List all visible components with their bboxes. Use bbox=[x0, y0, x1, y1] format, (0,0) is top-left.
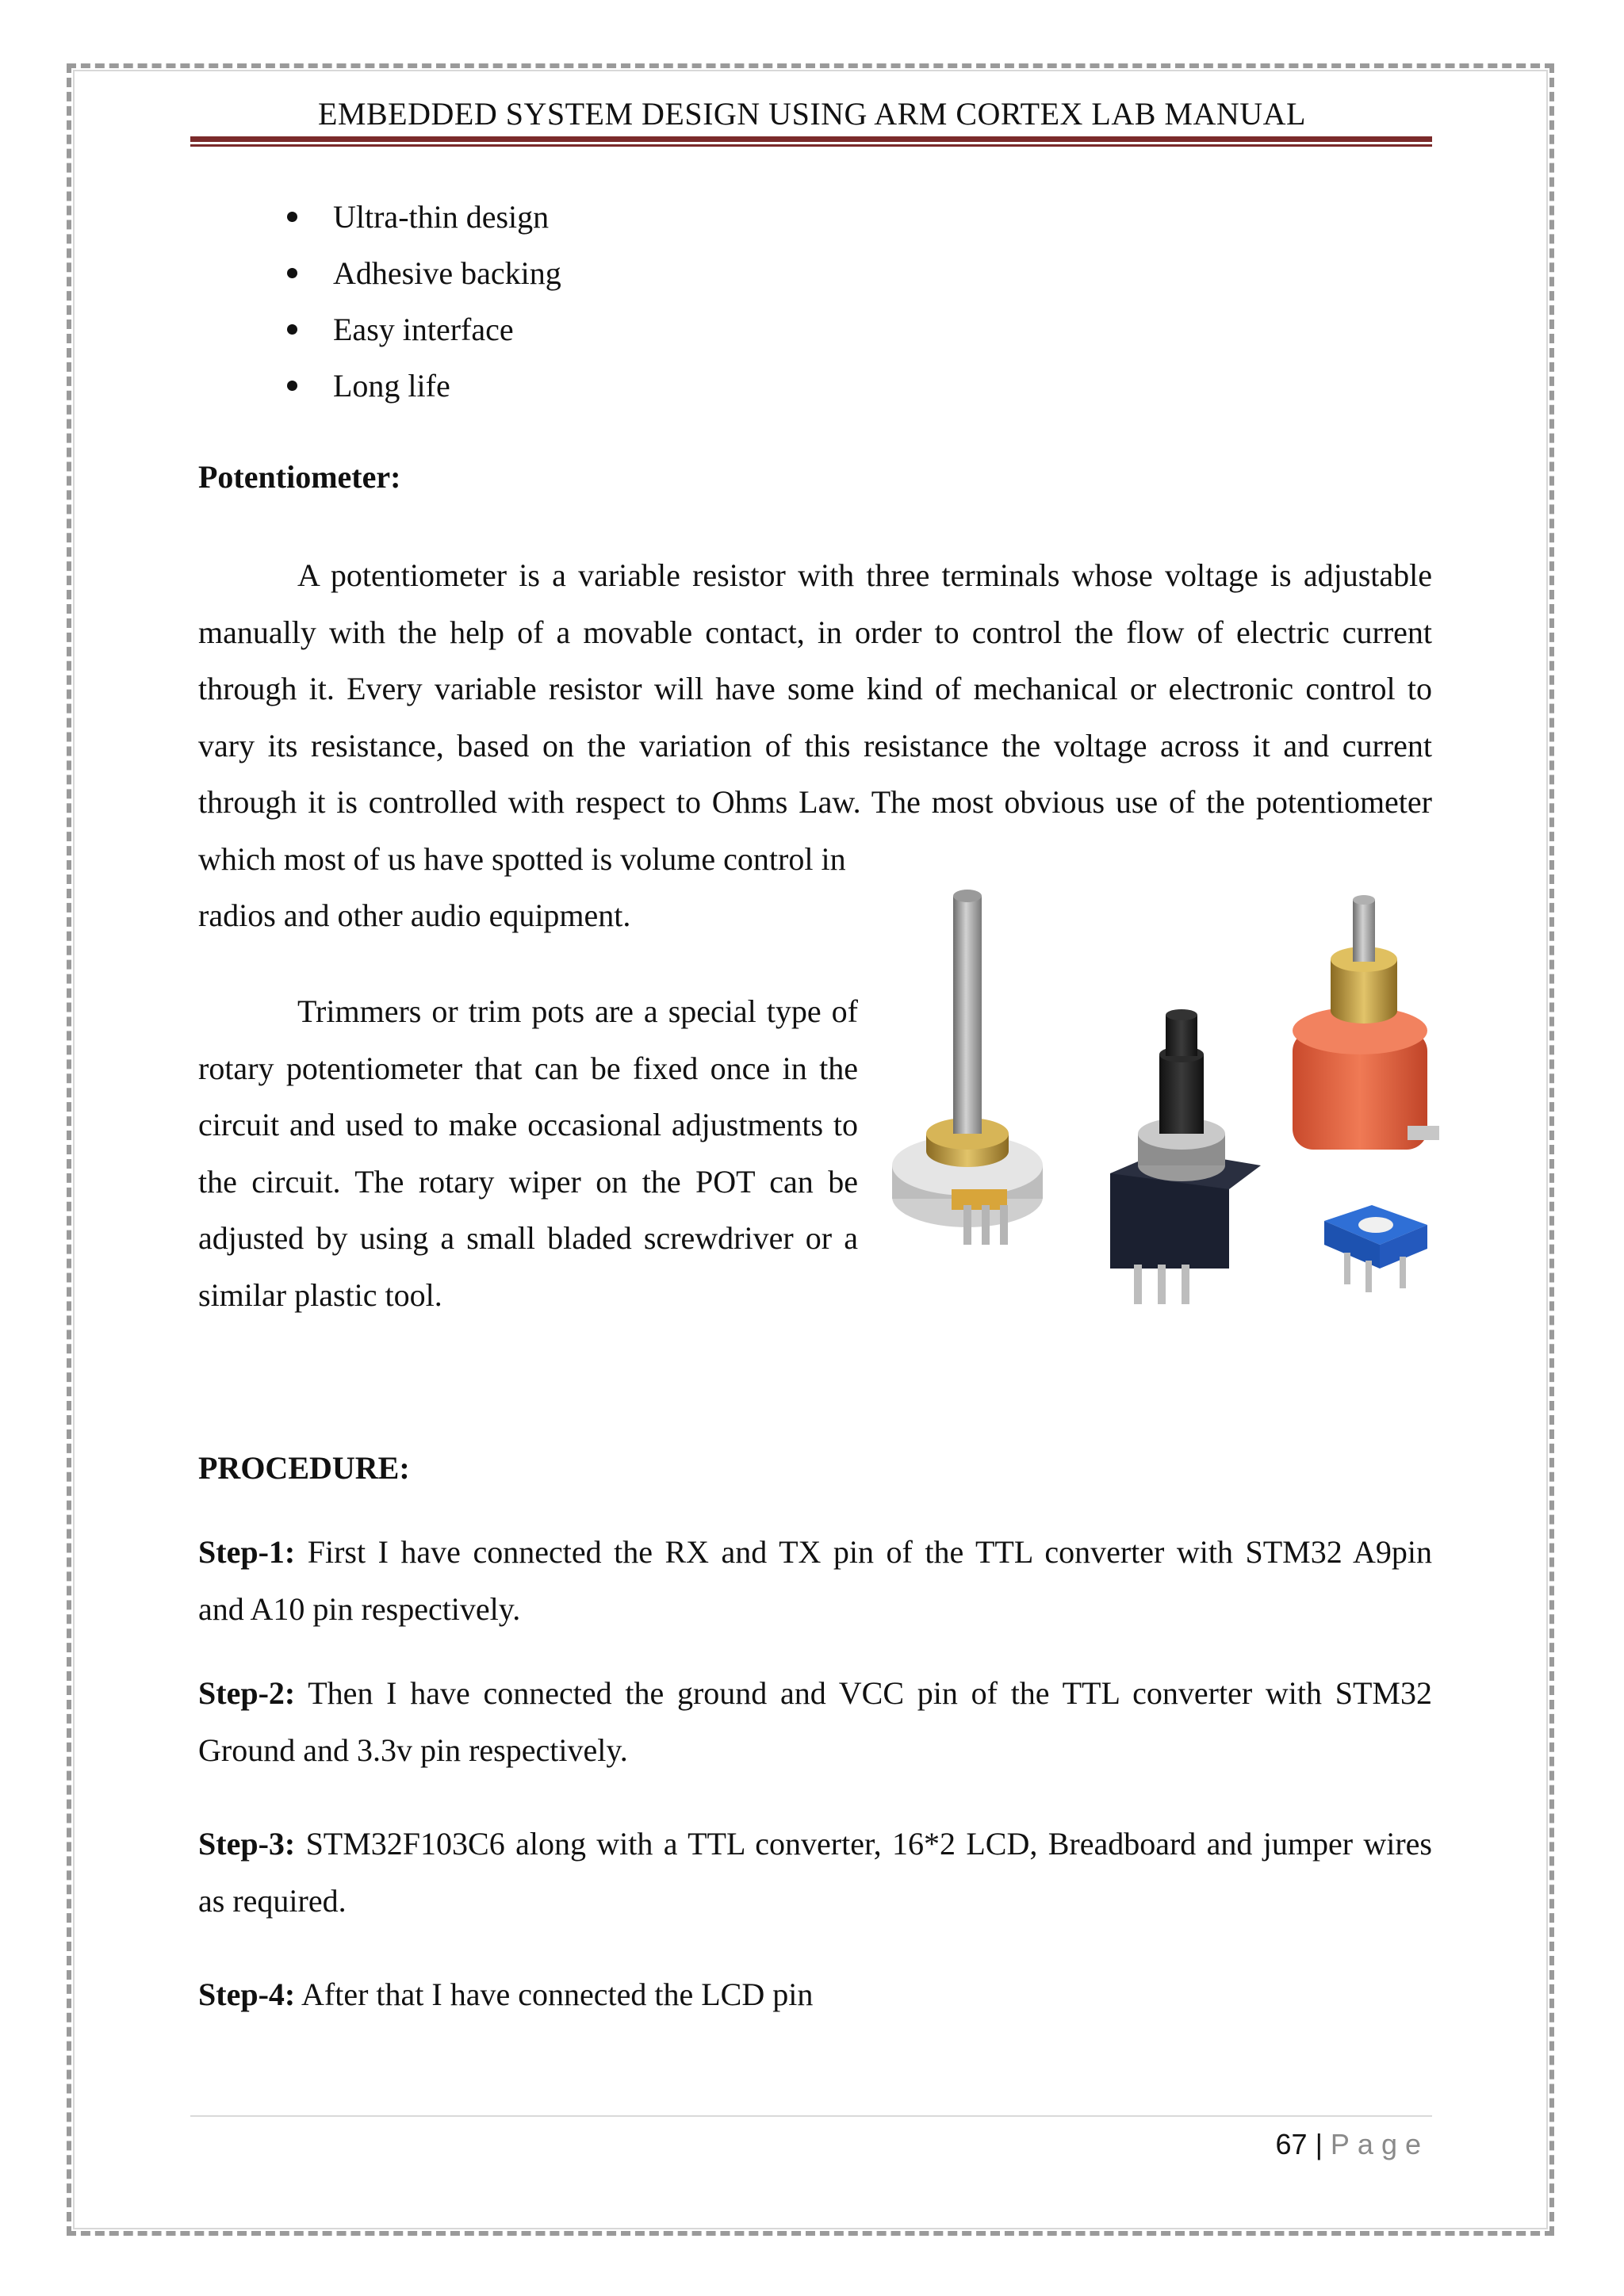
step-2 bbox=[198, 1665, 1432, 1778]
paragraph-line: through it. Every variable resistor will have some kind of mechanical or electronic control to bbox=[198, 671, 1432, 706]
list-item: Long life bbox=[198, 358, 561, 414]
paragraph-line: rotary potentiometer that can be fixed once in the bbox=[198, 1050, 858, 1086]
step-text: After that I have connected the LCD pin bbox=[301, 1976, 814, 2012]
paragraph-line: Trimmers or trim pots are a special type of bbox=[297, 993, 858, 1029]
black-potentiometer bbox=[1110, 1009, 1261, 1304]
paragraph-line: adjusted by using a small bladed screwdriver or a bbox=[198, 1220, 858, 1256]
step-label: Step-4: bbox=[198, 1976, 296, 2012]
header-title: EMBEDDED SYSTEM DESIGN USING ARM CORTEX LAB MANUAL bbox=[318, 96, 1306, 132]
paragraph-line: through it is controlled with respect to Ohms Law. The most obvious use of the potentiometer bbox=[198, 784, 1432, 820]
page-number: 67 bbox=[1275, 2128, 1308, 2160]
list-item: Easy interface bbox=[198, 301, 561, 358]
procedure-heading: PROCEDURE: bbox=[198, 1450, 410, 1486]
step-text: STM32F103C6 along with a TTL converter, 16*2 LCD, Breadboard and jumper wires bbox=[305, 1826, 1432, 1862]
header-rule bbox=[190, 136, 1432, 142]
paragraph-line: manually with the help of a movable contact, in order to control the flow of electric current bbox=[198, 614, 1432, 650]
long-shaft-potentiometer bbox=[892, 890, 1043, 1245]
step-label: Step-3: bbox=[198, 1826, 296, 1862]
bullet-icon bbox=[287, 268, 297, 278]
step-1 bbox=[198, 1524, 1432, 1637]
list-item: Ultra-thin design bbox=[198, 189, 561, 245]
bullet-icon bbox=[287, 381, 297, 391]
step-label: Step-2: bbox=[198, 1675, 296, 1711]
paragraph-line: which most of us have spotted is volume control in bbox=[198, 840, 846, 877]
step-text: Then I have connected the ground and VCC pin of the TTL converter with STM32 bbox=[308, 1675, 1432, 1711]
bullet-icon bbox=[287, 324, 297, 335]
step-text: Ground and 3.3v pin respectively. bbox=[198, 1732, 628, 1768]
step-text: First I have connected the RX and TX pin of the TTL converter with STM32 A9pin bbox=[307, 1534, 1433, 1570]
bullet-icon bbox=[287, 212, 297, 222]
paragraph-line: circuit and used to make occasional adjustments to bbox=[198, 1107, 858, 1142]
page-label: Page bbox=[1330, 2128, 1429, 2160]
trimmers-paragraph bbox=[198, 983, 858, 1323]
blue-trimmer-potentiometer bbox=[1324, 1205, 1427, 1292]
paragraph-line: radios and other audio equipment. bbox=[198, 897, 631, 933]
step-label: Step-1: bbox=[198, 1534, 296, 1570]
page-separator: | bbox=[1315, 2128, 1323, 2160]
step-text: as required. bbox=[198, 1882, 347, 1919]
paragraph-line: A potentiometer is a variable resistor with three terminals whose voltage is adjustable bbox=[297, 557, 1432, 593]
step-3 bbox=[198, 1816, 1432, 1929]
list-item: Adhesive backing bbox=[198, 245, 561, 301]
footer-rule bbox=[190, 2115, 1432, 2117]
step-text: and A10 pin respectively. bbox=[198, 1590, 521, 1627]
header-rule-thin bbox=[190, 144, 1432, 147]
step-4 bbox=[198, 1966, 1432, 2023]
feature-list bbox=[198, 189, 561, 414]
potentiometer-heading: Potentiometer: bbox=[198, 459, 401, 495]
paragraph-line: vary its resistance, based on the variation of this resistance the voltage across it and current bbox=[198, 727, 1432, 763]
paragraph-line: similar plastic tool. bbox=[198, 1276, 442, 1313]
paragraph-line: the circuit. The rotary wiper on the POT can be bbox=[198, 1163, 858, 1200]
orange-potentiometer bbox=[1293, 895, 1439, 1150]
potentiometer-photo bbox=[880, 872, 1451, 1316]
page-footer bbox=[1276, 2128, 1429, 2161]
